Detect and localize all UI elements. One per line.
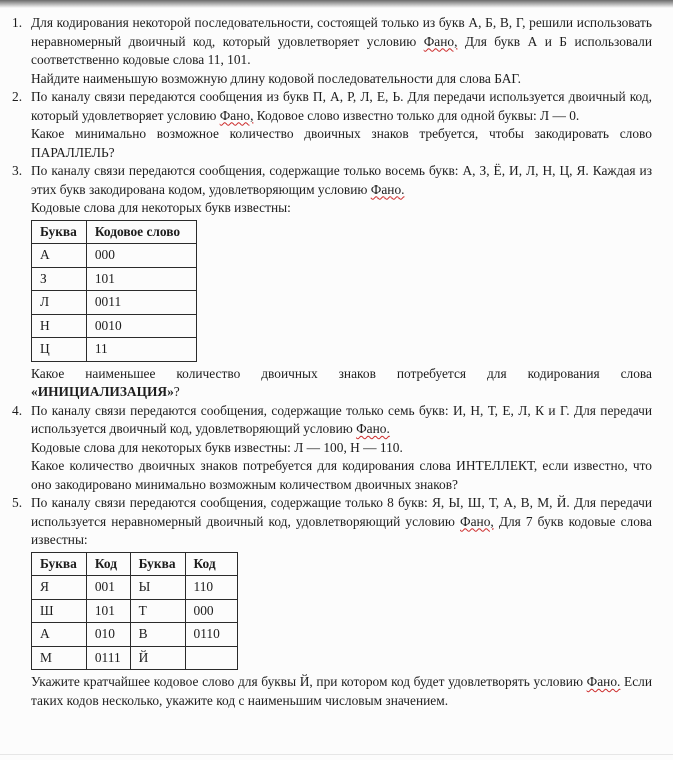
misspelled-word-fano: Фано, xyxy=(460,513,494,529)
misspelled-word-fano: Фано. xyxy=(356,421,390,436)
problem-paragraph xyxy=(31,162,652,199)
table-cell: Т xyxy=(130,599,185,623)
paragraph-text: Кодовое слово известно только для одной буквы: Л — 0. xyxy=(253,107,580,123)
table-row xyxy=(32,599,238,623)
problem-paragraph: Кодовые слова для некоторых букв известны: xyxy=(31,200,291,215)
table-cell: 101 xyxy=(86,267,196,291)
problem-paragraph xyxy=(31,14,652,70)
table-header-cell: Код xyxy=(185,552,237,576)
table-cell: 0111 xyxy=(86,646,130,670)
problem-paragraph xyxy=(31,365,652,402)
table-cell: Ш xyxy=(32,599,87,623)
table-cell: Ы xyxy=(130,576,185,600)
misspelled-word-fano: Фано. xyxy=(586,674,621,689)
table-row xyxy=(32,314,197,338)
table-cell: 0011 xyxy=(86,291,196,315)
paragraph-text: Если таких кодов несколько, укажите код с наименьшим числовым значением. xyxy=(31,674,652,708)
problem-item-2 xyxy=(10,88,652,162)
code-table-problem-5 xyxy=(31,552,238,671)
paragraph-text: Для 7 букв кодовые слова известны: xyxy=(31,513,652,547)
table-row xyxy=(32,552,238,576)
table-row xyxy=(32,338,197,362)
problem-number: 5. xyxy=(12,495,23,510)
problem-item-5 xyxy=(10,494,652,710)
paragraph-text: По каналу связи передаются сообщения из букв П, А, Р, Л, Е, Ь. Для передачи используется двоичный код, который удовлетворяет условию xyxy=(31,89,652,123)
paragraph-text: Для кодирования некоторой последовательности, состоящей только из букв А, Б, В, Г, решили использовать неравномерный двоичный код, который удовлетворяет условию xyxy=(31,15,652,49)
problem-body xyxy=(31,162,652,402)
paragraph-text: По каналу связи передаются сообщения, содержащие только семь букв: И, Н, Т, Е, Л, К и Г. Для передачи используется двоичный код, удовлетворяющий условию xyxy=(31,402,652,436)
problem-body xyxy=(31,494,652,710)
paragraph-text: Для букв А и Б использовали соответственно кодовые слова 11, 101. xyxy=(31,33,652,67)
problem-paragraph xyxy=(31,88,652,125)
table-header-cell: Кодовое слово xyxy=(86,220,196,244)
problem-paragraph xyxy=(31,494,652,550)
table-cell: Л xyxy=(32,291,87,315)
table-row xyxy=(32,291,197,315)
problem-body xyxy=(31,88,652,162)
page-bottom-edge xyxy=(0,754,673,755)
code-table-problem-3 xyxy=(31,220,197,362)
misspelled-word-fano: Фано, xyxy=(423,33,458,49)
misspelled-word-fano: Фано. xyxy=(370,181,405,197)
table-cell: 0110 xyxy=(185,623,237,647)
table-cell: Н xyxy=(32,314,87,338)
table-cell: В xyxy=(130,623,185,647)
paragraph-text: ? xyxy=(173,384,180,399)
table-cell: 11 xyxy=(86,338,196,362)
problem-paragraph: Кодовые слова для некоторых букв известны: Л — 100, Н — 110. xyxy=(31,439,403,455)
table-row xyxy=(32,646,238,670)
problem-number: 4. xyxy=(12,402,23,418)
table-cell: Ц xyxy=(32,338,87,362)
table-cell: 010 xyxy=(86,623,130,647)
problem-number: 3. xyxy=(12,163,23,178)
table-cell: 000 xyxy=(86,244,196,268)
table-cell: З xyxy=(32,267,87,291)
table-cell: Я xyxy=(32,576,87,600)
table-cell: 0010 xyxy=(86,314,196,338)
table-row xyxy=(32,220,197,244)
problem-item-1 xyxy=(10,14,652,88)
table-cell: А xyxy=(32,623,87,647)
problem-item-3 xyxy=(10,162,652,402)
problem-body xyxy=(31,14,652,88)
problem-paragraph: Какое минимально возможное количество двоичных знаков требуется, чтобы закодировать слово ПАРАЛЛЕЛЬ? xyxy=(31,126,652,160)
table-row xyxy=(32,623,238,647)
problem-item-4 xyxy=(10,402,652,495)
table-cell: 110 xyxy=(185,576,237,600)
paragraph-text: По каналу связи передаются сообщения, содержащие только 8 букв: Я, Ы, Ш, Т, А, В, М, Й. Для передачи используется неравномерный двоичный код, удовлетворяющий условию xyxy=(31,495,652,529)
problem-body xyxy=(31,402,652,495)
table-row xyxy=(32,244,197,268)
problem-number: 2. xyxy=(12,89,23,104)
table-cell: 101 xyxy=(86,599,130,623)
table-cell: М xyxy=(32,646,87,670)
problem-paragraph xyxy=(31,673,652,710)
misspelled-word-fano: Фано, xyxy=(219,107,254,123)
paragraph-text: Укажите кратчайшее кодовое слово для буквы Й, при котором код будет удовлетворять условию xyxy=(31,674,587,689)
paragraph-text: По каналу связи передаются сообщения, содержащие только восемь букв: А, З, Ё, И, Л, Н, Ц, Я. Каждая из этих букв закодирована кодом, удовлетворяющим условию xyxy=(31,163,652,197)
table-cell: 000 xyxy=(185,599,237,623)
table-cell xyxy=(185,646,237,670)
problem-paragraph: Найдите наименьшую возможную длину кодовой последовательности для слова БАГ. xyxy=(31,70,521,86)
problem-number: 1. xyxy=(12,15,23,30)
table-row xyxy=(32,267,197,291)
table-header-cell: Код xyxy=(86,552,130,576)
problem-paragraph: Какое количество двоичных знаков потребуется для кодирования слова ИНТЕЛЛЕКТ, если известно, что оно закодировано минимально возможным количеством двоичных знаков? xyxy=(31,458,652,492)
bold-word: «ИНИЦИАЛИЗАЦИЯ» xyxy=(31,384,174,399)
table-header-cell: Буква xyxy=(32,220,87,244)
table-row xyxy=(32,576,238,600)
problem-paragraph xyxy=(31,402,652,439)
table-cell: А xyxy=(32,244,87,268)
table-header-cell: Буква xyxy=(32,552,87,576)
table-cell: 001 xyxy=(86,576,130,600)
table-cell: Й xyxy=(130,646,185,670)
paragraph-text: Какое наименьшее количество двоичных знаков потребуется для кодирования слова xyxy=(31,365,652,381)
table-header-cell: Буква xyxy=(130,552,185,576)
